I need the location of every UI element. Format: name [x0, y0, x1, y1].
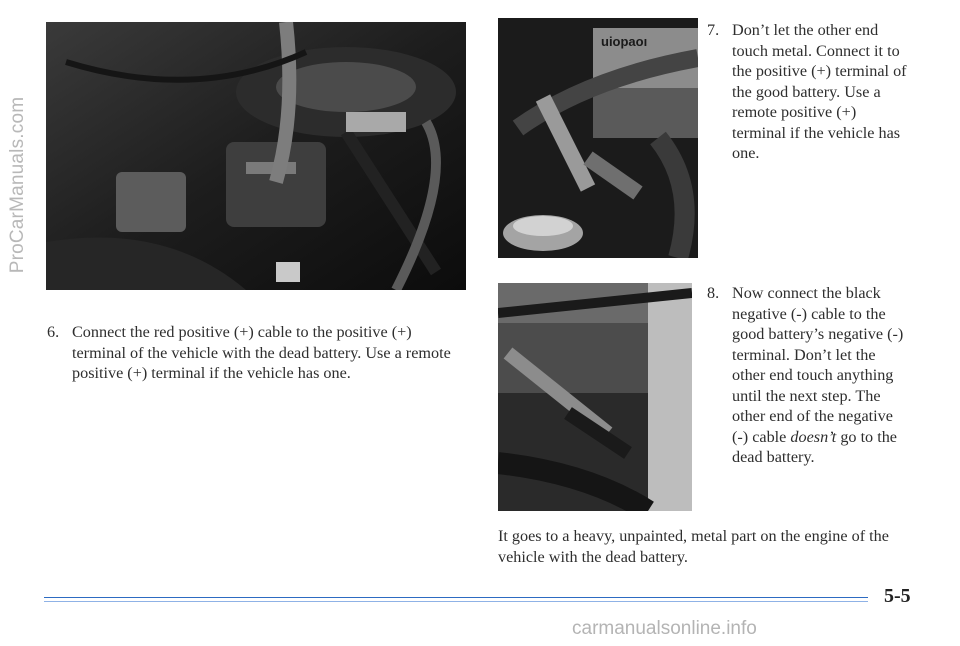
step-7-text: Don’t let the other end touch metal. Connect it to the positive (+) terminal of the good battery. Use a remote positive (+) terminal if the vehicle has one. — [732, 21, 907, 162]
engine-bay-image — [46, 22, 466, 290]
footer-rule — [44, 597, 868, 598]
engine-bay-photo — [46, 22, 466, 290]
step-8-text-after: go to the dead battery. — [732, 427, 897, 466]
step-6-number: 6. — [47, 323, 60, 341]
step-8-text — [707, 283, 907, 468]
step-8 — [707, 283, 907, 468]
step-6-text: Connect the red positive (+) cable to the positive (+) terminal of the vehicle with the dead battery. Use a remote positive (+) terminal if the vehicle has one. — [72, 323, 451, 382]
step-8-text-before: Now connect the black negative (-) cable to the good battery’s negative (-) terminal. Don’t let the other end touch anything until the next step. The other end of the negative (-) cable — [732, 284, 904, 446]
footer-rule-secondary — [44, 601, 868, 602]
positive-terminal-image — [498, 18, 698, 258]
negative-terminal-image — [498, 283, 692, 511]
continuation-paragraph: It goes to a heavy, unpainted, metal part on the engine of the vehicle with the dead battery. — [498, 527, 889, 566]
step-8-number: 8. — [707, 284, 720, 302]
watermark-bottom-text: carmanualsonline.info — [572, 618, 757, 639]
battery-label: uiopaoı — [601, 34, 648, 49]
page-number: 5-5 — [884, 585, 911, 607]
step-7 — [707, 20, 907, 164]
step-6 — [47, 322, 467, 384]
positive-terminal-photo — [498, 18, 698, 258]
negative-terminal-photo — [498, 283, 692, 511]
watermark-side-text: ProCarManuals.com — [7, 96, 28, 274]
step-7-number: 7. — [707, 21, 720, 39]
step-8-text-italic: doesn’t — [790, 427, 837, 446]
